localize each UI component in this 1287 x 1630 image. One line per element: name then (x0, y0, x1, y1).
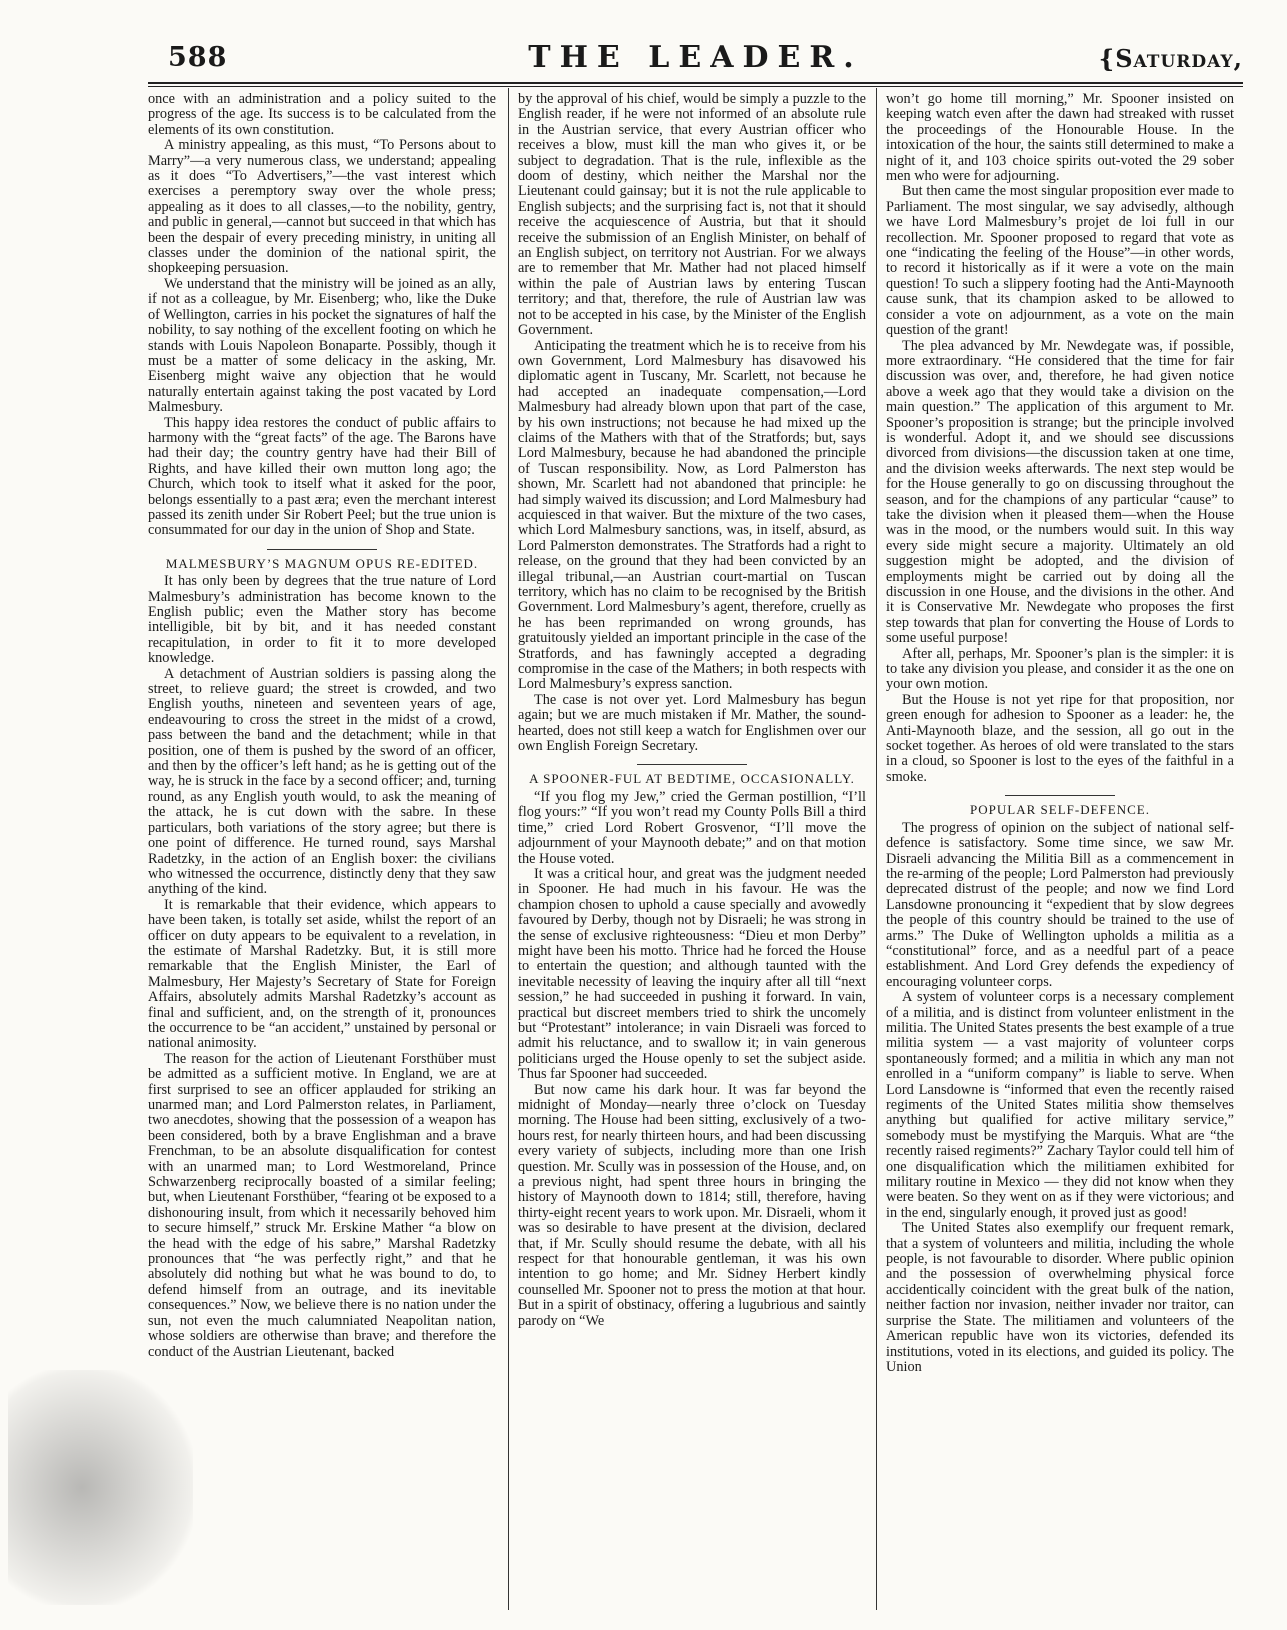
paragraph: The case is not over yet. Lord Malmesbury has begun again; but we are much mistaken if Mr. Mather, the sound-hearted, does not still keep a watch for Englishmen over our own English Foreign Secretary. (518, 691, 866, 755)
section-heading: POPULAR SELF-DEFENCE. (970, 802, 1150, 818)
paragraph: We understand that the ministry will be joined as an ally, if not as a colleague, by Mr. Eisenberg; who, like the Duke of Wellington, carries in his pocket the signatures of half the nobility, to say nothing of the excellent footing on which he stands with Louis Napoleon Bonaparte. Possibly, though it must be a matter of some delicacy in the asking, Mr. Eisenberg might waive any objection that he would naturally entertain against taking the post vacated by Lord Malmesbury. (148, 275, 496, 416)
paragraph: The United States also exemplify our frequent remark, that a system of volunteers and militia, including the whole people, is not favourable to disorder. Where public opinion and the possession of overwhelming physical force accidentically coincident with the great bulk of the nation, neither faction nor invasion, neither invader nor traitor, can surprise the State. The militiamen and volunteers of the American republic have won its victories, defended its institutions, voted in its elections, and guided its policy. The Union (886, 1220, 1234, 1375)
paragraph: won’t go home till morning,” Mr. Spooner insisted on keeping watch even after the dawn had streaked with russet the proceedings of the Honourable House. In the intoxication of the hour, the saints still determined to make a night of it, and 103 choice spirits out-voted the 29 sober men who were for adjourning. (886, 92, 1234, 185)
column-3 (886, 92, 1234, 1612)
column-1 (148, 92, 496, 1612)
header-rule (148, 82, 1243, 84)
paragraph: The reason for the action of Lieutenant Forsthüber must be admitted as a sufficient motive. In England, we are at first surprised to see an officer applauded for striking an unarmed man; and Lord Palmerston relates, in Parliament, two anecdotes, showing that the possession of a weapon has been considered, both by a brave Englishman and a brave Frenchman, to be an absolute disqualification for contest with an unarmed man; to Lord Westmoreland, Prince Schwarzenberg reciprocally boasted of a similar feeling; but, when Lieutenant Forsthüber, “fearing ot be exposed to a dishonouring insult, from which it necessarily behoved him to secure himself,” struck Mr. Erskine Mather “a blow on the head with the edge of his sabre,” Marshal Radetzky pronounces that “he was perfectly right,” and that he absolutely did nothing but what he was bound to do, to defend himself from an outrage, and its inevitable consequences.” Now, we believe there is no nation under the sun, not even the much calumniated Neapolitan nation, whose soldiers are otherwise than brave; and therefore the conduct of the Austrian Lieutenant, backed (148, 1050, 496, 1360)
paragraph: The progress of opinion on the subject of national self-defence is satisfactory. Some time since, we saw Mr. Disraeli advancing the Militia Bill as a commencement in the re-arming of the people; Lord Palmerston had previously deprecated distrust of the people; and now we find Lord Lansdowne pronouncing it “expedient that by slow degrees the people of this country should be trained to the use of arms.” The Duke of Wellington upholds a militia as a “constitutional” force, and as a needful part of a peace establishment. And Lord Grey defends the expediency of encouraging volunteer corps. (886, 819, 1234, 990)
section-heading: A SPOONER-FUL AT BEDTIME, OCCASIONALLY. (529, 771, 855, 787)
paragraph: A ministry appealing, as this must, “To Persons about to Marry”—a very numerous class, we understand; appealing as it does “To Advertisers,”—the vast interest which exercises a peremptory sway over the whole press; appealing as it does to all classes,—to the nobility, gentry, and public in general,—cannot but succeed in that which has been the despair of every preceding ministry, in uniting all classes under the dominion of the national spirit, the shopkeeping persuasion. (148, 137, 496, 277)
paragraph: But the House is not yet ripe for that proposition, nor green enough for adhesion to Spooner as a leader: he, the Anti-Maynooth blaze, and the session, all go out in the socket together. As heroes of old were translated to the stars in a cloud, so Spooner is lost to the eyes of the faithful in a smoke. (886, 691, 1234, 785)
column-2 (518, 92, 866, 1612)
paragraph: A detachment of Austrian soldiers is passing along the street, to relieve guard; the street is crowded, and two English youths, nineteen and seventeen years of age, endeavouring to cross the street in the midst of a crowd, pass between the band and the detachment; while in that position, one of them is pushed by the sword of an officer, and then by the officer’s left hand; as he is getting out of the way, he is struck in the face by a second officer; and, turning round, as any English youth would, to ask the meaning of the attack, he is cut down with the sabre. In these particulars, both variations of the story agree; but there is one point of difference. He turned round, says Marshal Radetzky, in the action of an English boxer: the civilians who witnessed the occurrence, distinctly deny that they saw anything of the kind. (148, 665, 496, 898)
paragraph: But then came the most singular proposition ever made to Parliament. The most singular, we say advisedly, although we have Lord Malmesbury’s projet de loi full in our recollection. Mr. Spooner proposed to regard that vote as one “indicating the feeling of the House”—in other words, to record it historically as if it were a vote on the main question! To such a slippery footing had the Anti-Maynooth cause sunk, that its champion asked to be allowed to consider a vote on adjournment, as a vote on the main question of the grant! (886, 183, 1234, 339)
paragraph: by the approval of his chief, would be simply a puzzle to the English reader, if he were not informed of an absolute rule in the Austrian service, that every Austrian officer who receives a blow, must kill the man who gives it, or be subject to degradation. That is the rule, inflexible as the doom of destiny, which neither the Marshal nor the Lieutenant could gainsay; but it is not the rule applicable to English subjects; and the surprising fact is, not that it should receive the acquiescence of Austria, but that it should receive the submission of an English Minister, on behalf of an English subject, on territory not Austrian. For we always are to remember that Mr. Mather had not placed himself within the pale of Austrian laws by entering Tuscan territory; and that, therefore, the rule of Austrian law was not to be accepted in his case, by the Minister of the English Government. (518, 92, 866, 339)
section-divider (1005, 795, 1115, 796)
paragraph: But now came his dark hour. It was far beyond the midnight of Monday—nearly three o’clock on Tuesday morning. The House had been sitting, exclusively of a two-hours rest, for nearly thirteen hours, and had been discussing every variety of subjects, including more than one Irish question. Mr. Scully was in possession of the House, and, on a previous night, had spent three hours in bringing the history of Maynooth down to 1814; still, therefore, having thirty-eight recent years to work upon. Mr. Disraeli, whom it was so desirable to have present at the division, declared that, if Mr. Scully should resume the debate, with all his respect for that honourable gentleman, it was his own intention to go home; and Mr. Sidney Herbert kindly counselled Mr. Spooner not to press the motion at that hour. But in a spirit of obstinacy, offering a lugubrious and saintly parody on “We (518, 1081, 866, 1329)
page-number: 588 (168, 42, 228, 73)
section-heading: MALMESBURY’S MAGNUM OPUS RE-EDITED. (165, 555, 479, 571)
issue-day: {Saturday, (1098, 44, 1243, 73)
paragraph: once with an administration and a policy suited to the progress of the age. Its success is to be calculated from the elements of its own constitution. (148, 92, 496, 138)
column-rule (876, 88, 877, 1610)
header-rule-thin (148, 86, 1243, 87)
paragraph: After all, perhaps, Mr. Spooner’s plan is the simpler: it is to take any division you please, and consider it as the one on your own motion. (886, 645, 1234, 693)
newspaper-title: THE LEADER. (528, 40, 863, 75)
paragraph: The plea advanced by Mr. Newdegate was, if possible, more extraordinary. “He considered that the time for fair discussion was over, and, therefore, he had given notice above a week ago that they would take a division on the main question.” The application of this argument to Mr. Spooner’s proposition is strange; but the principle involved is wonderful. Adopt it, and we should see discussions divorced from divisions—the discussion taken at one time, and the division weeks afterwards. The next step would be for the House generally to go on discussing throughout the season, and for the champions of any particular “cause” to take the division when it pleased them—when the House was in the mood, or the numbers would suit. In this way every side might secure a majority. Ultimately an old suggestion might be adopted, and the division of employments might be carried out by doing all the discussion in one House, and the divisions in the other. And it is Conservative Mr. Newdegate who proposes the first step towards that plan for converting the House of Lords to some useful purpose! (886, 337, 1234, 647)
paragraph: “If you flog my Jew,” cried the German postillion, “I’ll flog yours:” “If you won’t read my County Polls Bill a third time,” cried Lord Robert Grosvenor, “I’ll move the adjournment of your Maynooth debate;” and on that motion the House voted. (518, 788, 866, 867)
paragraph: It is remarkable that their evidence, which appears to have been taken, is totally set aside, whilst the report of an officer on duty appears to be equivalent to a revelation, in the estimate of Marshal Radetzky. But, it is still more remarkable that the English Minister, the Earl of Malmesbury, Her Majesty’s Secretary of State for Foreign Affairs, absolutely admits Marshal Radetzky’s account as final and sufficient, and, on the strength of it, pronounces the occurrence to be “an accident,” unstained by personal or national animosity. (148, 896, 496, 1052)
section-divider (267, 549, 377, 550)
page-header (148, 40, 1243, 80)
paragraph: Anticipating the treatment which he is to receive from his own Government, Lord Malmesbury has disavowed his diplomatic agent in Tuscany, Mr. Scarlett, not because he had accepted an inadequate compensation,—Lord Malmesbury had already blown upon that part of the case, by his own instructions; not because he had mixed up the claims of the Mathers with that of the Stratfords; but, says Lord Malmesbury, because he had abandoned the principle of Tuscan responsibility. Now, as Lord Palmerston has shown, Mr. Scarlett had not abandoned that principle: he had simply waived its discussion; and Lord Malmesbury had acquiesced in that waiver. But the mixture of the two cases, which Lord Malmesbury sanctions, was, in itself, absurd, as Lord Palmerston demonstrates. The Stratfords had a right to release, on the ground that they had been convicted by an illegal tribunal,—an Austrian court-martial on Tuscan territory, which has no claim to be recognised by the British Government. Lord Malmesbury’s agent, therefore, cruelly as he has been reprimanded on wrong grounds, has gratuitously yielded an important principle in the case of the Stratfords, and has fawningly accepted a degrading compromise in the case of the Mathers; in both respects with Lord Malmesbury’s express sanction. (518, 337, 866, 693)
column-rule (508, 88, 509, 1610)
paragraph: This happy idea restores the conduct of public affairs to harmony with the “great facts” of the age. The Barons have had their day; the country gentry have had their Bill of Rights, and have killed their own mutton long ago; the Church, which took to itself what it asked for the poor, belongs essentially to a past æra; even the merchant interest passed its zenith under Sir Robert Peel; but the true union is consummated for our day in the union of Shop and State. (148, 414, 496, 539)
paragraph: A system of volunteer corps is a necessary complement of a militia, and is distinct from volunteer enlistment in the militia. The United States presents the best example of a true militia system — a vast majority of volunteer corps spontaneously formed; and a militia in which any man not enrolled in a “uniform company” is liable to serve. When Lord Lansdowne is “informed that even the recently raised regiments of the United States militia show themselves anything but qualified for active military service,” somebody must be mystifying the Marquis. What are “the recently raised regiments?” Zachary Taylor could tell him of one disqualification which the militiamen exhibited for military routine in Mexico — they did not know when they were beaten. So they went on as if they were victorious; and in the end, singularly enough, it proved just as good! (886, 989, 1234, 1221)
section-divider (637, 764, 747, 765)
paragraph: It has only been by degrees that the true nature of Lord Malmesbury’s administration has become known to the English public; even the Mather story has become intelligible, bit by bit, and it has needed constant recapitulation, in order to fit it to more developed knowledge. (148, 573, 496, 667)
paragraph: It was a critical hour, and great was the judgment needed in Spooner. He had much in his favour. He was the champion chosen to uphold a cause specially and avowedly favoured by Derby, though not by Disraeli; he was strong in the sense of exclusive righteousness: “Dieu et mon Derby” might have been his motto. Thrice had he forced the House to entertain the question; and although taunted with the inevitable necessity of leaving the inquiry after all till “next session,” he had succeeded in pushing it forward. In vain, practical but discreet members tried to shirk the uncomely but “Protestant” intolerance; in vain Disraeli was forced to admit his reluctance, and to swallow it; in vain generous politicians urged the House openly to set the subject aside. Thus far Spooner had succeeded. (518, 865, 866, 1083)
